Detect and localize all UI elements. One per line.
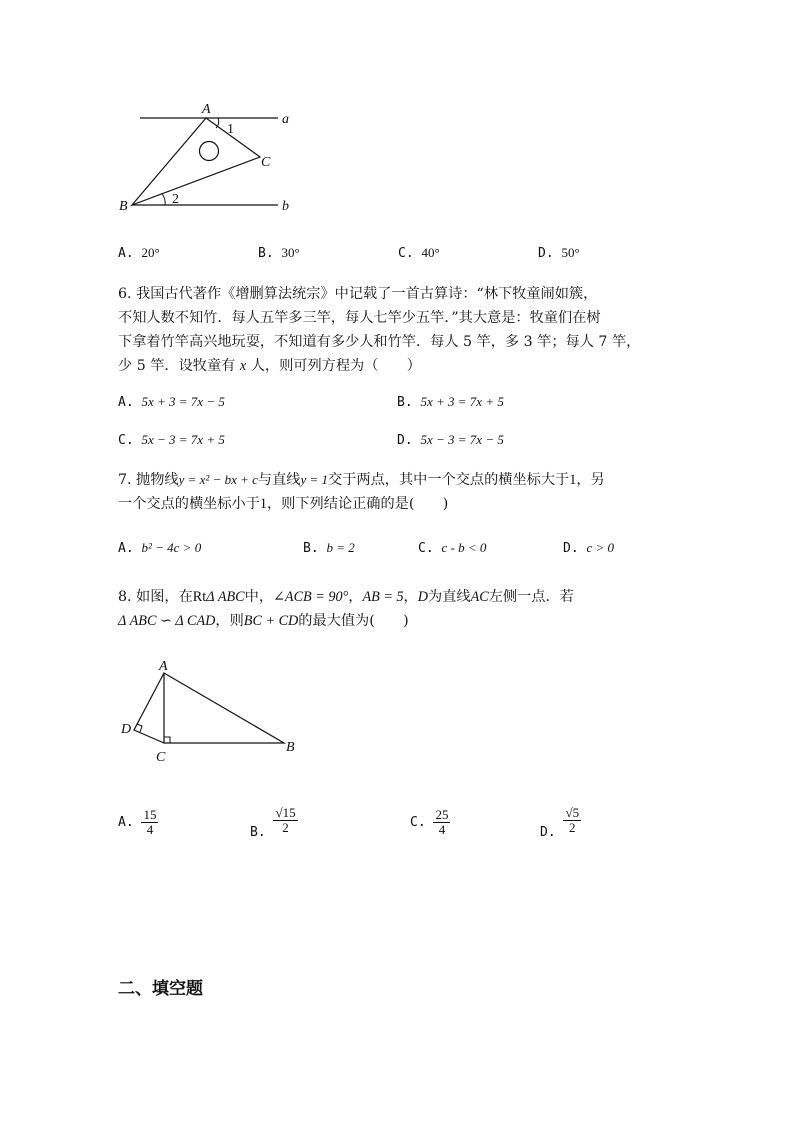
- option-label: D.: [538, 246, 554, 261]
- fig8-label-A: A: [159, 659, 168, 674]
- q7-mid: 与直线: [257, 472, 301, 488]
- q7-line-1: [118, 468, 605, 492]
- option-equation: 5x + 3 = 7x − 5: [141, 394, 225, 409]
- q8-ab: AB = 5: [362, 589, 404, 605]
- q6-option-b[interactable]: [397, 394, 504, 410]
- fig5-label-a: a: [282, 112, 289, 127]
- q8-option-d[interactable]: [540, 806, 581, 840]
- triangle-abc: [132, 118, 260, 205]
- q8-ac: AC: [470, 589, 489, 605]
- q8-line-2-post: 的最大值为( ): [298, 613, 409, 629]
- option-label: C.: [418, 541, 434, 556]
- q8-comma1: ，: [348, 589, 363, 605]
- q7-option-c[interactable]: [418, 540, 486, 556]
- fig5-label-b: b: [282, 199, 289, 214]
- q8-comma2: ，: [403, 589, 418, 605]
- option-value: 30°: [281, 245, 300, 260]
- q8-mid2: 为直线: [428, 589, 471, 605]
- q6-option-a[interactable]: [118, 394, 225, 410]
- q7-option-b[interactable]: [303, 540, 355, 556]
- q8-line-2: [118, 609, 574, 633]
- q7-line-eq: y = 1: [300, 472, 329, 487]
- q7-one: 1: [569, 472, 577, 488]
- q5-figure: [110, 95, 310, 220]
- triangle-acd-q8: [134, 673, 164, 743]
- q8-d: D: [417, 589, 428, 605]
- fraction-denominator: 2: [282, 820, 289, 835]
- q6-line-4-pre: 少 5 竿．设牧童有: [118, 358, 240, 374]
- option-label: D.: [397, 433, 413, 448]
- option-label: A.: [118, 395, 134, 410]
- fraction-denominator: 2: [569, 820, 576, 835]
- fig5-angle-1: 1: [227, 122, 234, 137]
- option-label: B.: [303, 541, 319, 556]
- q7-option-d[interactable]: [563, 540, 614, 556]
- fig5-label-C: C: [261, 155, 271, 170]
- option-label: D.: [563, 541, 579, 556]
- q8-triangle: Δ ABC: [206, 589, 245, 605]
- option-label: A.: [118, 246, 134, 261]
- option-equation: 5x − 3 = 7x + 5: [141, 432, 225, 447]
- q7-line-2-one: 1: [259, 496, 267, 512]
- triangle-abc-q8: [164, 673, 284, 743]
- q8-line-1: [118, 585, 574, 609]
- fig8-label-D: D: [121, 722, 132, 737]
- option-value: c > 0: [586, 540, 615, 555]
- q7-stem: [118, 468, 605, 516]
- q8-rt: Rt: [192, 589, 207, 605]
- q7-line-2-post: ，则下列结论正确的是( ): [266, 496, 449, 512]
- angle-2-arc: [162, 194, 165, 205]
- q6-option-d[interactable]: [397, 432, 504, 448]
- q8-stem: [118, 585, 574, 633]
- fraction: [273, 806, 297, 835]
- fraction: [141, 808, 158, 837]
- q8-option-c[interactable]: [410, 808, 450, 837]
- section-title: 二、填空题: [118, 979, 203, 999]
- q8-option-b[interactable]: [250, 806, 298, 840]
- option-label: B.: [397, 395, 413, 410]
- option-equation: 5x + 3 = 7x + 5: [420, 394, 504, 409]
- q5-option-c[interactable]: [398, 245, 440, 261]
- option-value: 50°: [561, 245, 580, 260]
- option-equation: 5x − 3 = 7x − 5: [420, 432, 504, 447]
- q6-line-3: 下拿着竹竿高兴地玩耍，不知道有多少人和竹竿．每人 5 竿，多 3 竿；每人 7 竿，: [118, 334, 641, 350]
- q8-post: 左侧一点．若: [488, 589, 574, 605]
- option-label: B.: [258, 246, 274, 261]
- q8-mid1: 中，: [244, 589, 274, 605]
- fraction-numerator: √5: [565, 805, 580, 820]
- fig8-label-C: C: [156, 750, 166, 765]
- q8-similar: Δ ABC ∽ Δ CAD: [118, 613, 216, 629]
- fig5-label-B: B: [119, 199, 128, 214]
- option-label: C.: [410, 815, 426, 830]
- q7-parabola-eq: y = x² − bx + c: [178, 472, 258, 487]
- fraction-denominator: 4: [146, 822, 154, 837]
- option-value: 40°: [421, 245, 440, 260]
- option-value: c - b < 0: [441, 540, 487, 555]
- option-label: A.: [118, 815, 134, 830]
- option-label: C.: [118, 433, 134, 448]
- fig8-label-B: B: [286, 740, 295, 755]
- option-value: b = 2: [326, 540, 355, 555]
- q7-option-a[interactable]: [118, 540, 201, 556]
- q6-option-c[interactable]: [118, 432, 225, 448]
- q8-pre: 8. 如图，在: [118, 589, 193, 605]
- q6-line-4: [118, 354, 640, 378]
- q5-option-a[interactable]: [118, 245, 160, 261]
- fraction: [563, 806, 581, 835]
- q7-pre: 7. 抛物线: [118, 472, 179, 488]
- q6-var-x: x: [239, 358, 247, 374]
- q8-angle: ∠ACB = 90°: [273, 589, 349, 605]
- q7-post: 交于两点，其中一个交点的横坐标大于: [328, 472, 570, 488]
- right-angle-c: [164, 737, 170, 743]
- fraction-numerator: 15: [143, 807, 157, 822]
- q6-stem: [118, 282, 640, 378]
- option-label: B.: [250, 825, 266, 840]
- q7-line-2: [118, 492, 605, 516]
- q7-tail: ，另: [576, 472, 605, 488]
- fig5-angle-2: 2: [172, 192, 179, 207]
- q7-line-2-pre: 一个交点的横坐标小于: [118, 496, 260, 512]
- q5-option-b[interactable]: [258, 245, 300, 261]
- q6-line-1: 6. 我国古代著作《增删算法统宗》中记载了一首古算诗：“林下牧童闹如簇，: [118, 286, 598, 302]
- fraction-numerator: 25: [435, 807, 449, 822]
- q5-option-d[interactable]: [538, 245, 580, 261]
- option-label: C.: [398, 246, 414, 261]
- fig5-label-A: A: [202, 102, 211, 117]
- triangle-hole: [200, 142, 219, 161]
- option-label: A.: [118, 541, 134, 556]
- fraction-numerator: √15: [275, 805, 296, 820]
- fraction-denominator: 4: [438, 822, 446, 837]
- q8-line-2-mid: ，则: [215, 613, 244, 629]
- option-value: 20°: [141, 245, 160, 260]
- q8-figure: [112, 655, 312, 770]
- q8-expression: BC + CD: [243, 613, 299, 629]
- right-angle-d: [137, 724, 142, 732]
- q8-option-a[interactable]: [118, 808, 158, 837]
- option-label: D.: [540, 825, 556, 840]
- option-value: b² − 4c > 0: [141, 540, 202, 555]
- q6-line-2: 不知人数不知竹．每人五竿多三竿，每人七竿少五竿．”其大意是：牧童们在树: [118, 310, 601, 326]
- q6-line-4-post: 人，则可列方程为（ ）: [246, 358, 421, 374]
- fraction: [433, 808, 450, 837]
